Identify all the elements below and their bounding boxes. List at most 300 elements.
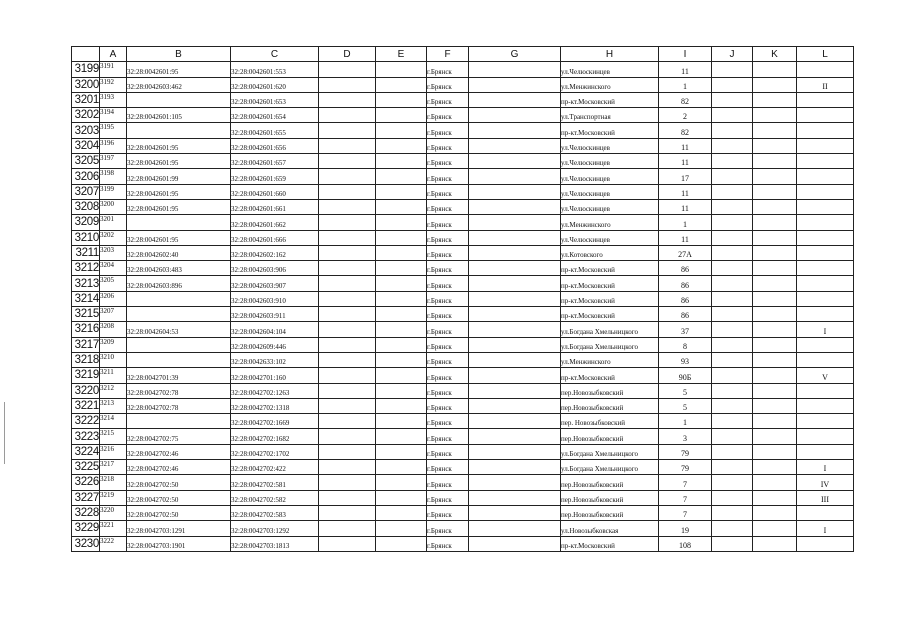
cell-b[interactable]	[127, 337, 231, 352]
cell-c[interactable]: 32:28:0042701:160	[231, 368, 319, 383]
cell-e[interactable]	[376, 398, 427, 413]
column-header-j[interactable]: J	[712, 47, 753, 62]
cell-c[interactable]: 32:28:0042702:1263	[231, 383, 319, 398]
cell-b[interactable]: 32:28:0042701:39	[127, 368, 231, 383]
cell-e[interactable]	[376, 505, 427, 520]
cell-i[interactable]: 7	[659, 490, 712, 505]
cell-d[interactable]	[319, 368, 376, 383]
cell-d[interactable]	[319, 261, 376, 276]
cell-j[interactable]	[712, 460, 753, 475]
cell-f[interactable]: г.Брянск	[427, 291, 469, 306]
cell-g[interactable]	[469, 505, 561, 520]
cell-h[interactable]: ул.Менжинского	[561, 77, 659, 92]
row-number-cell[interactable]: 3217	[72, 337, 100, 352]
cell-c[interactable]: 32:28:0042601:653	[231, 92, 319, 107]
cell-i[interactable]: 8	[659, 337, 712, 352]
cell-f[interactable]: г.Брянск	[427, 108, 469, 123]
cell-g[interactable]	[469, 108, 561, 123]
row-number-cell[interactable]: 3218	[72, 352, 100, 367]
cell-a[interactable]: 3198	[100, 169, 127, 184]
cell-d[interactable]	[319, 429, 376, 444]
cell-f[interactable]: г.Брянск	[427, 475, 469, 490]
cell-j[interactable]	[712, 169, 753, 184]
column-header-d[interactable]: D	[319, 47, 376, 62]
cell-b[interactable]: 32:28:0042604:53	[127, 322, 231, 337]
cell-e[interactable]	[376, 154, 427, 169]
cell-k[interactable]	[753, 138, 797, 153]
cell-e[interactable]	[376, 444, 427, 459]
cell-k[interactable]	[753, 276, 797, 291]
row-number-cell[interactable]: 3229	[72, 521, 100, 536]
cell-h[interactable]: пр-кт.Московский	[561, 536, 659, 551]
cell-f[interactable]: г.Брянск	[427, 322, 469, 337]
cell-k[interactable]	[753, 460, 797, 475]
cell-e[interactable]	[376, 123, 427, 138]
cell-k[interactable]	[753, 490, 797, 505]
cell-i[interactable]: 82	[659, 123, 712, 138]
cell-f[interactable]: г.Брянск	[427, 368, 469, 383]
cell-g[interactable]	[469, 368, 561, 383]
cell-g[interactable]	[469, 92, 561, 107]
cell-a[interactable]: 3201	[100, 215, 127, 230]
cell-d[interactable]	[319, 62, 376, 77]
cell-i[interactable]: 11	[659, 230, 712, 245]
cell-f[interactable]: г.Брянск	[427, 383, 469, 398]
cell-g[interactable]	[469, 398, 561, 413]
cell-a[interactable]: 3206	[100, 291, 127, 306]
row-number-cell[interactable]: 3224	[72, 444, 100, 459]
cell-g[interactable]	[469, 337, 561, 352]
cell-a[interactable]: 3222	[100, 536, 127, 551]
cell-a[interactable]: 3205	[100, 276, 127, 291]
cell-d[interactable]	[319, 169, 376, 184]
cell-e[interactable]	[376, 92, 427, 107]
cell-d[interactable]	[319, 536, 376, 551]
cell-k[interactable]	[753, 337, 797, 352]
cell-e[interactable]	[376, 108, 427, 123]
cell-c[interactable]: 32:28:0042703:1292	[231, 521, 319, 536]
cell-d[interactable]	[319, 475, 376, 490]
cell-l[interactable]: III	[797, 490, 854, 505]
cell-k[interactable]	[753, 368, 797, 383]
cell-h[interactable]: ул.Челюскинцев	[561, 230, 659, 245]
cell-h[interactable]: пр-кт.Московский	[561, 368, 659, 383]
cell-k[interactable]	[753, 92, 797, 107]
cell-i[interactable]: 11	[659, 184, 712, 199]
row-number-cell[interactable]: 3207	[72, 184, 100, 199]
cell-j[interactable]	[712, 123, 753, 138]
cell-l[interactable]	[797, 199, 854, 214]
cell-a[interactable]: 3211	[100, 368, 127, 383]
cell-j[interactable]	[712, 108, 753, 123]
cell-g[interactable]	[469, 77, 561, 92]
cell-g[interactable]	[469, 291, 561, 306]
cell-e[interactable]	[376, 230, 427, 245]
cell-a[interactable]: 3193	[100, 92, 127, 107]
cell-i[interactable]: 11	[659, 154, 712, 169]
cell-d[interactable]	[319, 230, 376, 245]
cell-i[interactable]: 11	[659, 199, 712, 214]
cell-h[interactable]: ул.Транспортная	[561, 108, 659, 123]
cell-h[interactable]: пер. Новозыбковский	[561, 414, 659, 429]
cell-a[interactable]: 3212	[100, 383, 127, 398]
cell-i[interactable]: 86	[659, 307, 712, 322]
cell-a[interactable]: 3210	[100, 352, 127, 367]
cell-a[interactable]: 3209	[100, 337, 127, 352]
cell-a[interactable]: 3202	[100, 230, 127, 245]
cell-e[interactable]	[376, 414, 427, 429]
cell-d[interactable]	[319, 138, 376, 153]
cell-h[interactable]: пр-кт.Московский	[561, 261, 659, 276]
row-number-cell[interactable]: 3219	[72, 368, 100, 383]
cell-b[interactable]: 32:28:0042702:50	[127, 490, 231, 505]
cell-j[interactable]	[712, 245, 753, 260]
cell-j[interactable]	[712, 521, 753, 536]
cell-i[interactable]: 11	[659, 62, 712, 77]
cell-f[interactable]: г.Брянск	[427, 307, 469, 322]
cell-c[interactable]: 32:28:0042601:656	[231, 138, 319, 153]
cell-e[interactable]	[376, 383, 427, 398]
cell-j[interactable]	[712, 429, 753, 444]
cell-h[interactable]: ул.Челюскинцев	[561, 169, 659, 184]
row-number-cell[interactable]: 3210	[72, 230, 100, 245]
cell-g[interactable]	[469, 276, 561, 291]
cell-d[interactable]	[319, 199, 376, 214]
cell-d[interactable]	[319, 184, 376, 199]
cell-f[interactable]: г.Брянск	[427, 490, 469, 505]
cell-j[interactable]	[712, 291, 753, 306]
cell-l[interactable]	[797, 169, 854, 184]
cell-i[interactable]: 27А	[659, 245, 712, 260]
cell-k[interactable]	[753, 184, 797, 199]
cell-b[interactable]: 32:28:0042601:95	[127, 199, 231, 214]
cell-g[interactable]	[469, 199, 561, 214]
cell-f[interactable]: г.Брянск	[427, 138, 469, 153]
cell-e[interactable]	[376, 245, 427, 260]
column-header-e[interactable]: E	[376, 47, 427, 62]
cell-a[interactable]: 3199	[100, 184, 127, 199]
cell-j[interactable]	[712, 62, 753, 77]
cell-h[interactable]: ул.Богдана Хмельницкого	[561, 460, 659, 475]
row-number-cell[interactable]: 3204	[72, 138, 100, 153]
cell-d[interactable]	[319, 77, 376, 92]
cell-a[interactable]: 3203	[100, 245, 127, 260]
cell-a[interactable]: 3207	[100, 307, 127, 322]
cell-a[interactable]: 3191	[100, 62, 127, 77]
row-number-cell[interactable]: 3213	[72, 276, 100, 291]
cell-l[interactable]	[797, 352, 854, 367]
cell-k[interactable]	[753, 414, 797, 429]
cell-e[interactable]	[376, 368, 427, 383]
cell-h[interactable]: пр-кт.Московский	[561, 276, 659, 291]
cell-f[interactable]: г.Брянск	[427, 337, 469, 352]
cell-a[interactable]: 3221	[100, 521, 127, 536]
row-number-cell[interactable]: 3199	[72, 62, 100, 77]
cell-f[interactable]: г.Брянск	[427, 414, 469, 429]
cell-b[interactable]: 32:28:0042603:896	[127, 276, 231, 291]
cell-e[interactable]	[376, 460, 427, 475]
cell-j[interactable]	[712, 92, 753, 107]
cell-l[interactable]	[797, 337, 854, 352]
cell-g[interactable]	[469, 307, 561, 322]
cell-k[interactable]	[753, 291, 797, 306]
cell-c[interactable]: 32:28:0042603:910	[231, 291, 319, 306]
row-number-cell[interactable]: 3211	[72, 245, 100, 260]
cell-f[interactable]: г.Брянск	[427, 261, 469, 276]
cell-h[interactable]: пер.Новозыбковский	[561, 490, 659, 505]
cell-k[interactable]	[753, 230, 797, 245]
cell-j[interactable]	[712, 444, 753, 459]
cell-b[interactable]: 32:28:0042603:462	[127, 77, 231, 92]
cell-g[interactable]	[469, 245, 561, 260]
cell-e[interactable]	[376, 536, 427, 551]
column-header-h[interactable]: H	[561, 47, 659, 62]
cell-l[interactable]	[797, 123, 854, 138]
cell-i[interactable]: 19	[659, 521, 712, 536]
cell-i[interactable]: 86	[659, 261, 712, 276]
row-number-cell[interactable]: 3230	[72, 536, 100, 551]
cell-d[interactable]	[319, 505, 376, 520]
corner-header-cell[interactable]	[72, 47, 100, 62]
cell-g[interactable]	[469, 521, 561, 536]
cell-i[interactable]: 17	[659, 169, 712, 184]
cell-l[interactable]	[797, 230, 854, 245]
cell-a[interactable]: 3208	[100, 322, 127, 337]
cell-a[interactable]: 3220	[100, 505, 127, 520]
cell-i[interactable]: 82	[659, 92, 712, 107]
cell-j[interactable]	[712, 490, 753, 505]
cell-i[interactable]: 11	[659, 138, 712, 153]
cell-d[interactable]	[319, 291, 376, 306]
cell-d[interactable]	[319, 245, 376, 260]
cell-j[interactable]	[712, 368, 753, 383]
cell-g[interactable]	[469, 352, 561, 367]
cell-c[interactable]: 32:28:0042601:655	[231, 123, 319, 138]
cell-c[interactable]: 32:28:0042601:661	[231, 199, 319, 214]
cell-a[interactable]: 3204	[100, 261, 127, 276]
cell-c[interactable]: 32:28:0042601:659	[231, 169, 319, 184]
cell-e[interactable]	[376, 77, 427, 92]
cell-b[interactable]: 32:28:0042703:1901	[127, 536, 231, 551]
cell-b[interactable]: 32:28:0042601:95	[127, 154, 231, 169]
cell-j[interactable]	[712, 154, 753, 169]
cell-f[interactable]: г.Брянск	[427, 184, 469, 199]
cell-k[interactable]	[753, 444, 797, 459]
cell-c[interactable]: 32:28:0042633:102	[231, 352, 319, 367]
cell-b[interactable]	[127, 123, 231, 138]
cell-i[interactable]: 93	[659, 352, 712, 367]
cell-h[interactable]: пер.Новозыбковский	[561, 505, 659, 520]
cell-e[interactable]	[376, 429, 427, 444]
row-number-cell[interactable]: 3208	[72, 199, 100, 214]
cell-f[interactable]: г.Брянск	[427, 77, 469, 92]
cell-e[interactable]	[376, 276, 427, 291]
cell-g[interactable]	[469, 414, 561, 429]
cell-a[interactable]: 3194	[100, 108, 127, 123]
cell-f[interactable]: г.Брянск	[427, 169, 469, 184]
cell-h[interactable]: ул.Котовского	[561, 245, 659, 260]
cell-j[interactable]	[712, 276, 753, 291]
cell-e[interactable]	[376, 352, 427, 367]
cell-h[interactable]: ул.Челюскинцев	[561, 62, 659, 77]
cell-k[interactable]	[753, 123, 797, 138]
cell-g[interactable]	[469, 261, 561, 276]
cell-i[interactable]: 5	[659, 398, 712, 413]
cell-i[interactable]: 86	[659, 276, 712, 291]
cell-e[interactable]	[376, 199, 427, 214]
cell-f[interactable]: г.Брянск	[427, 521, 469, 536]
cell-g[interactable]	[469, 475, 561, 490]
cell-h[interactable]: пр-кт.Московский	[561, 123, 659, 138]
cell-b[interactable]: 32:28:0042601:95	[127, 138, 231, 153]
cell-k[interactable]	[753, 398, 797, 413]
cell-j[interactable]	[712, 307, 753, 322]
cell-j[interactable]	[712, 138, 753, 153]
cell-f[interactable]: г.Брянск	[427, 230, 469, 245]
cell-l[interactable]: I	[797, 460, 854, 475]
row-number-cell[interactable]: 3200	[72, 77, 100, 92]
cell-k[interactable]	[753, 521, 797, 536]
cell-a[interactable]: 3216	[100, 444, 127, 459]
cell-f[interactable]: г.Брянск	[427, 429, 469, 444]
cell-f[interactable]: г.Брянск	[427, 123, 469, 138]
cell-d[interactable]	[319, 490, 376, 505]
cell-g[interactable]	[469, 444, 561, 459]
cell-h[interactable]: ул.Менжинского	[561, 352, 659, 367]
cell-h[interactable]: пер.Новозыбковский	[561, 383, 659, 398]
cell-f[interactable]: г.Брянск	[427, 62, 469, 77]
row-number-cell[interactable]: 3225	[72, 460, 100, 475]
cell-d[interactable]	[319, 398, 376, 413]
cell-b[interactable]: 32:28:0042601:95	[127, 230, 231, 245]
cell-d[interactable]	[319, 521, 376, 536]
cell-b[interactable]: 32:28:0042601:99	[127, 169, 231, 184]
cell-i[interactable]: 5	[659, 383, 712, 398]
cell-a[interactable]: 3214	[100, 414, 127, 429]
cell-l[interactable]	[797, 154, 854, 169]
column-header-l[interactable]: L	[797, 47, 854, 62]
cell-i[interactable]: 1	[659, 215, 712, 230]
cell-j[interactable]	[712, 352, 753, 367]
cell-c[interactable]: 32:28:0042601:553	[231, 62, 319, 77]
cell-b[interactable]	[127, 307, 231, 322]
cell-k[interactable]	[753, 383, 797, 398]
cell-b[interactable]: 32:28:0042702:75	[127, 429, 231, 444]
row-number-cell[interactable]: 3206	[72, 169, 100, 184]
cell-b[interactable]	[127, 215, 231, 230]
cell-b[interactable]: 32:28:0042702:78	[127, 398, 231, 413]
cell-g[interactable]	[469, 123, 561, 138]
cell-i[interactable]: 90Б	[659, 368, 712, 383]
cell-b[interactable]: 32:28:0042703:1291	[127, 521, 231, 536]
cell-c[interactable]: 32:28:0042702:1682	[231, 429, 319, 444]
cell-b[interactable]	[127, 352, 231, 367]
cell-a[interactable]: 3218	[100, 475, 127, 490]
cell-d[interactable]	[319, 383, 376, 398]
cell-d[interactable]	[319, 108, 376, 123]
cell-l[interactable]	[797, 398, 854, 413]
cell-j[interactable]	[712, 322, 753, 337]
cell-b[interactable]: 32:28:0042601:95	[127, 184, 231, 199]
cell-g[interactable]	[469, 490, 561, 505]
cell-g[interactable]	[469, 383, 561, 398]
cell-g[interactable]	[469, 62, 561, 77]
row-number-cell[interactable]: 3228	[72, 505, 100, 520]
cell-h[interactable]: ул.Челюскинцев	[561, 199, 659, 214]
cell-c[interactable]: 32:28:0042601:662	[231, 215, 319, 230]
cell-d[interactable]	[319, 307, 376, 322]
cell-f[interactable]: г.Брянск	[427, 505, 469, 520]
cell-e[interactable]	[376, 322, 427, 337]
cell-l[interactable]	[797, 92, 854, 107]
cell-a[interactable]: 3219	[100, 490, 127, 505]
cell-j[interactable]	[712, 230, 753, 245]
cell-l[interactable]	[797, 62, 854, 77]
cell-l[interactable]: IV	[797, 475, 854, 490]
cell-k[interactable]	[753, 215, 797, 230]
cell-l[interactable]	[797, 261, 854, 276]
column-header-b[interactable]: B	[127, 47, 231, 62]
cell-k[interactable]	[753, 169, 797, 184]
cell-b[interactable]: 32:28:0042702:50	[127, 505, 231, 520]
cell-i[interactable]: 1	[659, 77, 712, 92]
cell-l[interactable]	[797, 276, 854, 291]
cell-f[interactable]: г.Брянск	[427, 444, 469, 459]
cell-k[interactable]	[753, 261, 797, 276]
cell-e[interactable]	[376, 521, 427, 536]
cell-l[interactable]	[797, 108, 854, 123]
cell-d[interactable]	[319, 154, 376, 169]
row-number-cell[interactable]: 3203	[72, 123, 100, 138]
cell-i[interactable]: 79	[659, 444, 712, 459]
row-number-cell[interactable]: 3222	[72, 414, 100, 429]
cell-e[interactable]	[376, 337, 427, 352]
row-number-cell[interactable]: 3227	[72, 490, 100, 505]
cell-k[interactable]	[753, 352, 797, 367]
cell-c[interactable]: 32:28:0042703:1813	[231, 536, 319, 551]
cell-c[interactable]: 32:28:0042702:1702	[231, 444, 319, 459]
cell-h[interactable]: пр-кт.Московский	[561, 291, 659, 306]
cell-f[interactable]: г.Брянск	[427, 536, 469, 551]
cell-h[interactable]: пер.Новозыбковский	[561, 429, 659, 444]
column-header-i[interactable]: I	[659, 47, 712, 62]
cell-f[interactable]: г.Брянск	[427, 460, 469, 475]
cell-i[interactable]: 1	[659, 414, 712, 429]
row-number-cell[interactable]: 3226	[72, 475, 100, 490]
cell-e[interactable]	[376, 215, 427, 230]
cell-l[interactable]: II	[797, 77, 854, 92]
cell-f[interactable]: г.Брянск	[427, 352, 469, 367]
cell-h[interactable]: ул.Богдана Хмельницкого	[561, 444, 659, 459]
cell-k[interactable]	[753, 77, 797, 92]
row-number-cell[interactable]: 3202	[72, 108, 100, 123]
cell-j[interactable]	[712, 199, 753, 214]
row-number-cell[interactable]: 3205	[72, 154, 100, 169]
cell-d[interactable]	[319, 337, 376, 352]
cell-l[interactable]	[797, 429, 854, 444]
cell-g[interactable]	[469, 536, 561, 551]
cell-b[interactable]: 32:28:0042601:95	[127, 62, 231, 77]
cell-f[interactable]: г.Брянск	[427, 92, 469, 107]
row-number-cell[interactable]: 3212	[72, 261, 100, 276]
row-number-cell[interactable]: 3223	[72, 429, 100, 444]
cell-j[interactable]	[712, 77, 753, 92]
cell-l[interactable]	[797, 184, 854, 199]
cell-i[interactable]: 3	[659, 429, 712, 444]
cell-c[interactable]: 32:28:0042603:911	[231, 307, 319, 322]
cell-l[interactable]	[797, 215, 854, 230]
cell-d[interactable]	[319, 444, 376, 459]
